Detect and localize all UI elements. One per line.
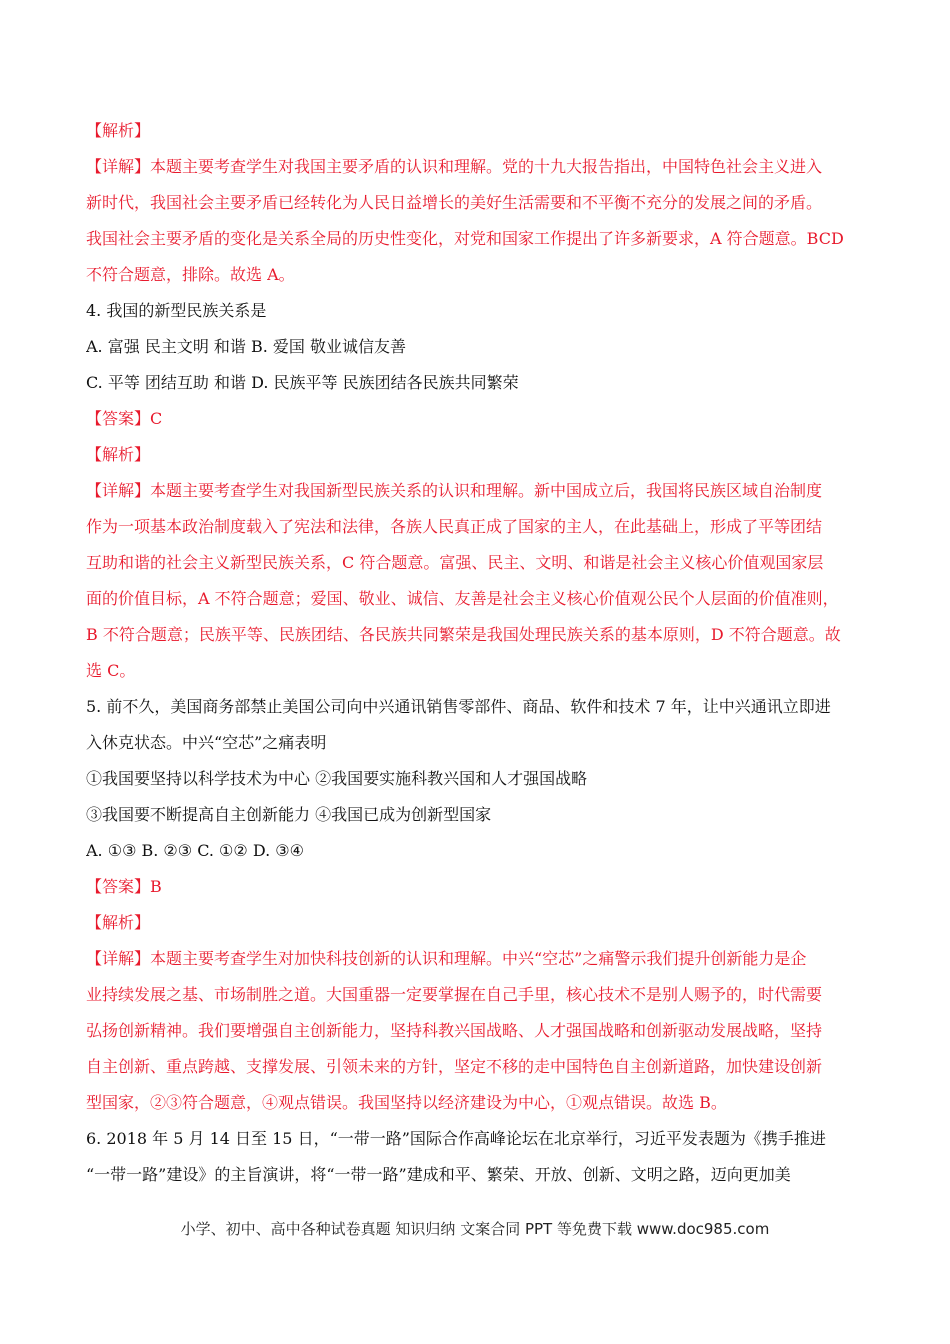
text-line: C. 平等 团结互助 和谐 D. 民族平等 民族团结各民族共同繁荣 — [86, 373, 519, 392]
text-line: 4. 我国的新型民族关系是 — [86, 301, 267, 320]
text-line: 不符合题意，排除。故选 A。 — [86, 265, 295, 284]
text-line: “一带一路”建设》的主旨演讲，将“一带一路”建成和平、繁荣、开放、创新、文明之路，迈向更加美 — [86, 1165, 791, 1184]
page-footer: 小学、初中、高中各种试卷真题 知识归纳 文案合同 PPT 等免费下载 www.doc985.com — [180, 1220, 770, 1238]
text-line: 入休克状态。中兴“空芯”之痛表明 — [86, 733, 327, 752]
document-body — [86, 113, 876, 1193]
text-line: 互助和谐的社会主义新型民族关系，C 符合题意。富强、民主、文明、和谐是社会主义核心价值观国家层 — [86, 553, 824, 572]
text-line: 我国社会主要矛盾的变化是关系全局的历史性变化，对党和国家工作提出了许多新要求，A 符合题意。BCD — [86, 229, 844, 248]
text-line: A. ①③ B. ②③ C. ①② D. ③④ — [86, 841, 304, 860]
text-line: 【详解】本题主要考查学生对加快科技创新的认识和理解。中兴“空芯”之痛警示我们提升创新能力是企 — [86, 949, 807, 968]
text-line: 【答案】C — [86, 409, 163, 428]
text-line: 【解析】 — [86, 913, 151, 932]
text-line: 【答案】B — [86, 877, 162, 896]
text-line: B 不符合题意；民族平等、民族团结、各民族共同繁荣是我国处理民族关系的基本原则，D 不符合题意。故 — [86, 625, 841, 644]
text-line: 【解析】 — [86, 121, 151, 140]
text-line: 选 C。 — [86, 661, 136, 680]
text-line: 【详解】本题主要考查学生对我国主要矛盾的认识和理解。党的十九大报告指出，中国特色社会主义进入 — [86, 157, 823, 176]
text-line: ③我国要不断提高自主创新能力 ④我国已成为创新型国家 — [86, 805, 492, 824]
text-line: 作为一项基本政治制度载入了宪法和法律，各族人民真正成了国家的主人，在此基础上，形成了平等团结 — [86, 517, 823, 536]
text-line: 【解析】 — [86, 445, 151, 464]
text-line: ①我国要坚持以科学技术为中心 ②我国要实施科教兴国和人才强国战略 — [86, 769, 588, 788]
text-line: A. 富强 民主文明 和谐 B. 爱国 敬业诚信友善 — [86, 337, 407, 356]
text-line: 新时代，我国社会主要矛盾已经转化为人民日益增长的美好生活需要和不平衡不充分的发展之间的矛盾。 — [86, 193, 823, 212]
text-line: 5. 前不久，美国商务部禁止美国公司向中兴通讯销售零部件、商品、软件和技术 7 年，让中兴通讯立即进 — [86, 697, 831, 716]
text-line: 弘扬创新精神。我们要增强自主创新能力，坚持科教兴国战略、人才强国战略和创新驱动发展战略，坚持 — [86, 1021, 823, 1040]
text-line: 型国家，②③符合题意，④观点错误。我国坚持以经济建设为中心，①观点错误。故选 B。 — [86, 1093, 727, 1112]
text-line: 【详解】本题主要考查学生对我国新型民族关系的认识和理解。新中国成立后，我国将民族区域自治制度 — [86, 481, 823, 500]
text-line: 面的价值目标，A 不符合题意；爱国、敬业、诚信、友善是社会主义核心价值观公民个人层面的价值准则， — [86, 589, 839, 608]
text-line: 6. 2018 年 5 月 14 日至 15 日，“一带一路”国际合作高峰论坛在北京举行，习近平发表题为《携手推进 — [86, 1129, 826, 1148]
text-line: 自主创新、重点跨越、支撑发展、引领未来的方针，坚定不移的走中国特色自主创新道路，加快建设创新 — [86, 1057, 823, 1076]
text-line: 业持续发展之基、市场制胜之道。大国重器一定要掌握在自己手里，核心技术不是别人赐予的，时代需要 — [86, 985, 823, 1004]
